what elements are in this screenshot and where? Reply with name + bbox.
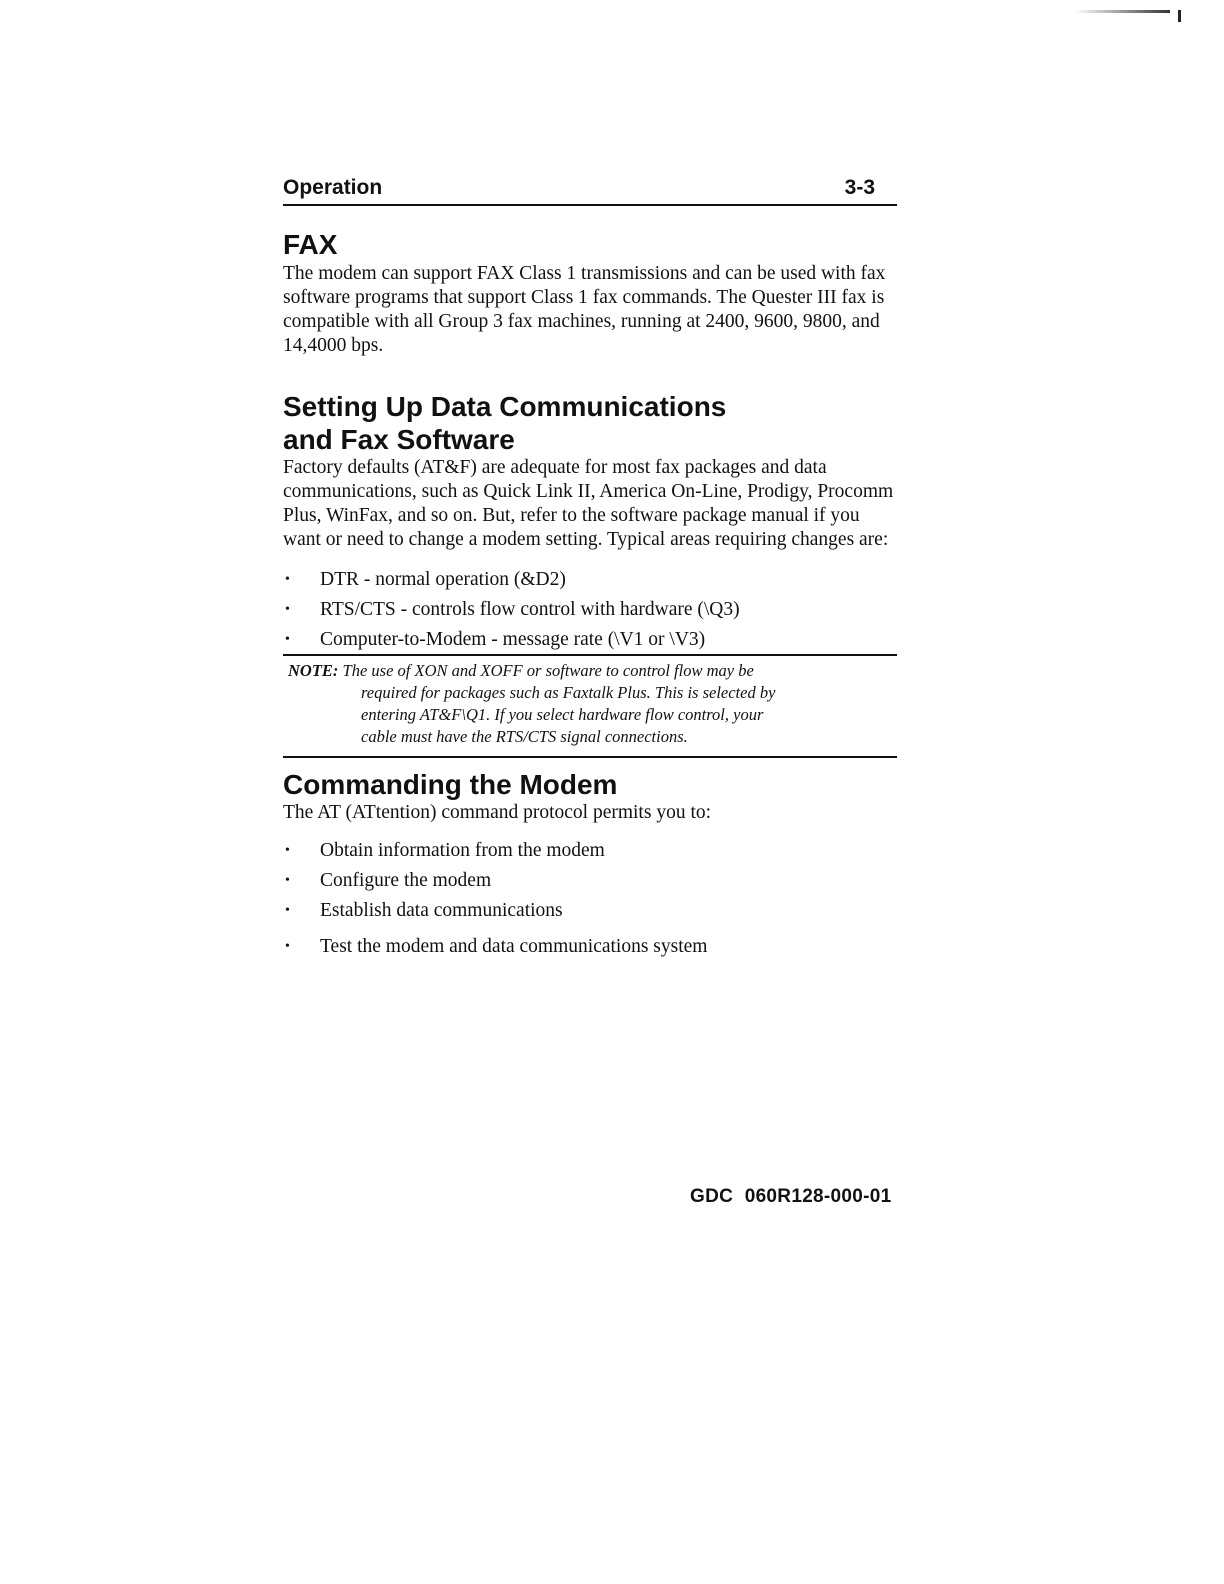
bullet-icon: • [285, 873, 290, 888]
note-text-3: entering AT&F\Q1. If you select hardware flow control, your [361, 705, 764, 724]
bullet-icon: • [285, 903, 290, 918]
commanding-heading: Commanding the Modem [283, 769, 618, 800]
setup-heading-line2: and Fax Software [283, 424, 515, 455]
note-text-1: The use of XON and XOFF or software to control flow may be [342, 661, 754, 680]
bullet-icon: • [285, 602, 290, 617]
list-item-text: DTR - normal operation (&D2) [320, 569, 566, 590]
list-item-text: RTS/CTS - controls flow control with hardware (\Q3) [320, 599, 740, 620]
commanding-list [283, 839, 897, 959]
list-item [283, 869, 897, 893]
scan-artifact-hook [1178, 10, 1181, 22]
list-item-text: Establish data communications [320, 900, 563, 921]
note-label: NOTE: [288, 661, 339, 680]
bullet-icon: • [285, 572, 290, 587]
header-page-number: 3-3 [844, 176, 875, 199]
list-item [283, 839, 897, 863]
list-item [283, 568, 897, 592]
header-section: Operation [283, 176, 383, 199]
document-page [283, 176, 897, 965]
note-text-4: cable must have the RTS/CTS signal connections. [361, 727, 688, 746]
list-item [283, 598, 897, 622]
commanding-paragraph: The AT (ATtention) command protocol permits you to: [283, 802, 712, 823]
scan-artifact [1075, 10, 1170, 13]
list-item [283, 899, 897, 923]
list-item-text: Computer-to-Modem - message rate (\V1 or \V3) [320, 629, 706, 650]
fax-paragraph: The modem can support FAX Class 1 transmissions and can be used with fax software programs that support Class 1 fax commands. The Quester III fax is compatible with all Group 3 fax machines, running at 2400, 9600, 9800, and 14,4000 bps. [283, 263, 886, 356]
bullet-icon: • [285, 843, 290, 858]
list-item-text: Configure the modem [320, 870, 492, 891]
setup-heading-line1: Setting Up Data Communications [283, 391, 727, 422]
setup-paragraph: Factory defaults (AT&F) are adequate for most fax packages and data communications, such as Quick Link II, America On-Line, Prodigy, Procomm Plus, WinFax, and so on. But, refer to the software package manual if you want or need to change a modem setting. Typical areas requiring changes are: [283, 457, 894, 550]
setup-list [283, 568, 897, 652]
list-item [283, 628, 897, 652]
note-line-1 [288, 660, 897, 682]
list-item-text: Test the modem and data communications system [320, 936, 708, 957]
note-text-2: required for packages such as Faxtalk Plus. This is selected by [361, 683, 776, 702]
bullet-icon: • [285, 632, 290, 647]
document-code: GDC 060R128-000-01 [690, 1186, 892, 1207]
fax-heading: FAX [283, 229, 338, 260]
note-box [283, 654, 897, 758]
bullet-icon: • [285, 939, 290, 954]
list-item [283, 935, 897, 959]
running-header [283, 176, 897, 206]
list-item-text: Obtain information from the modem [320, 840, 605, 861]
setup-heading [283, 390, 897, 456]
